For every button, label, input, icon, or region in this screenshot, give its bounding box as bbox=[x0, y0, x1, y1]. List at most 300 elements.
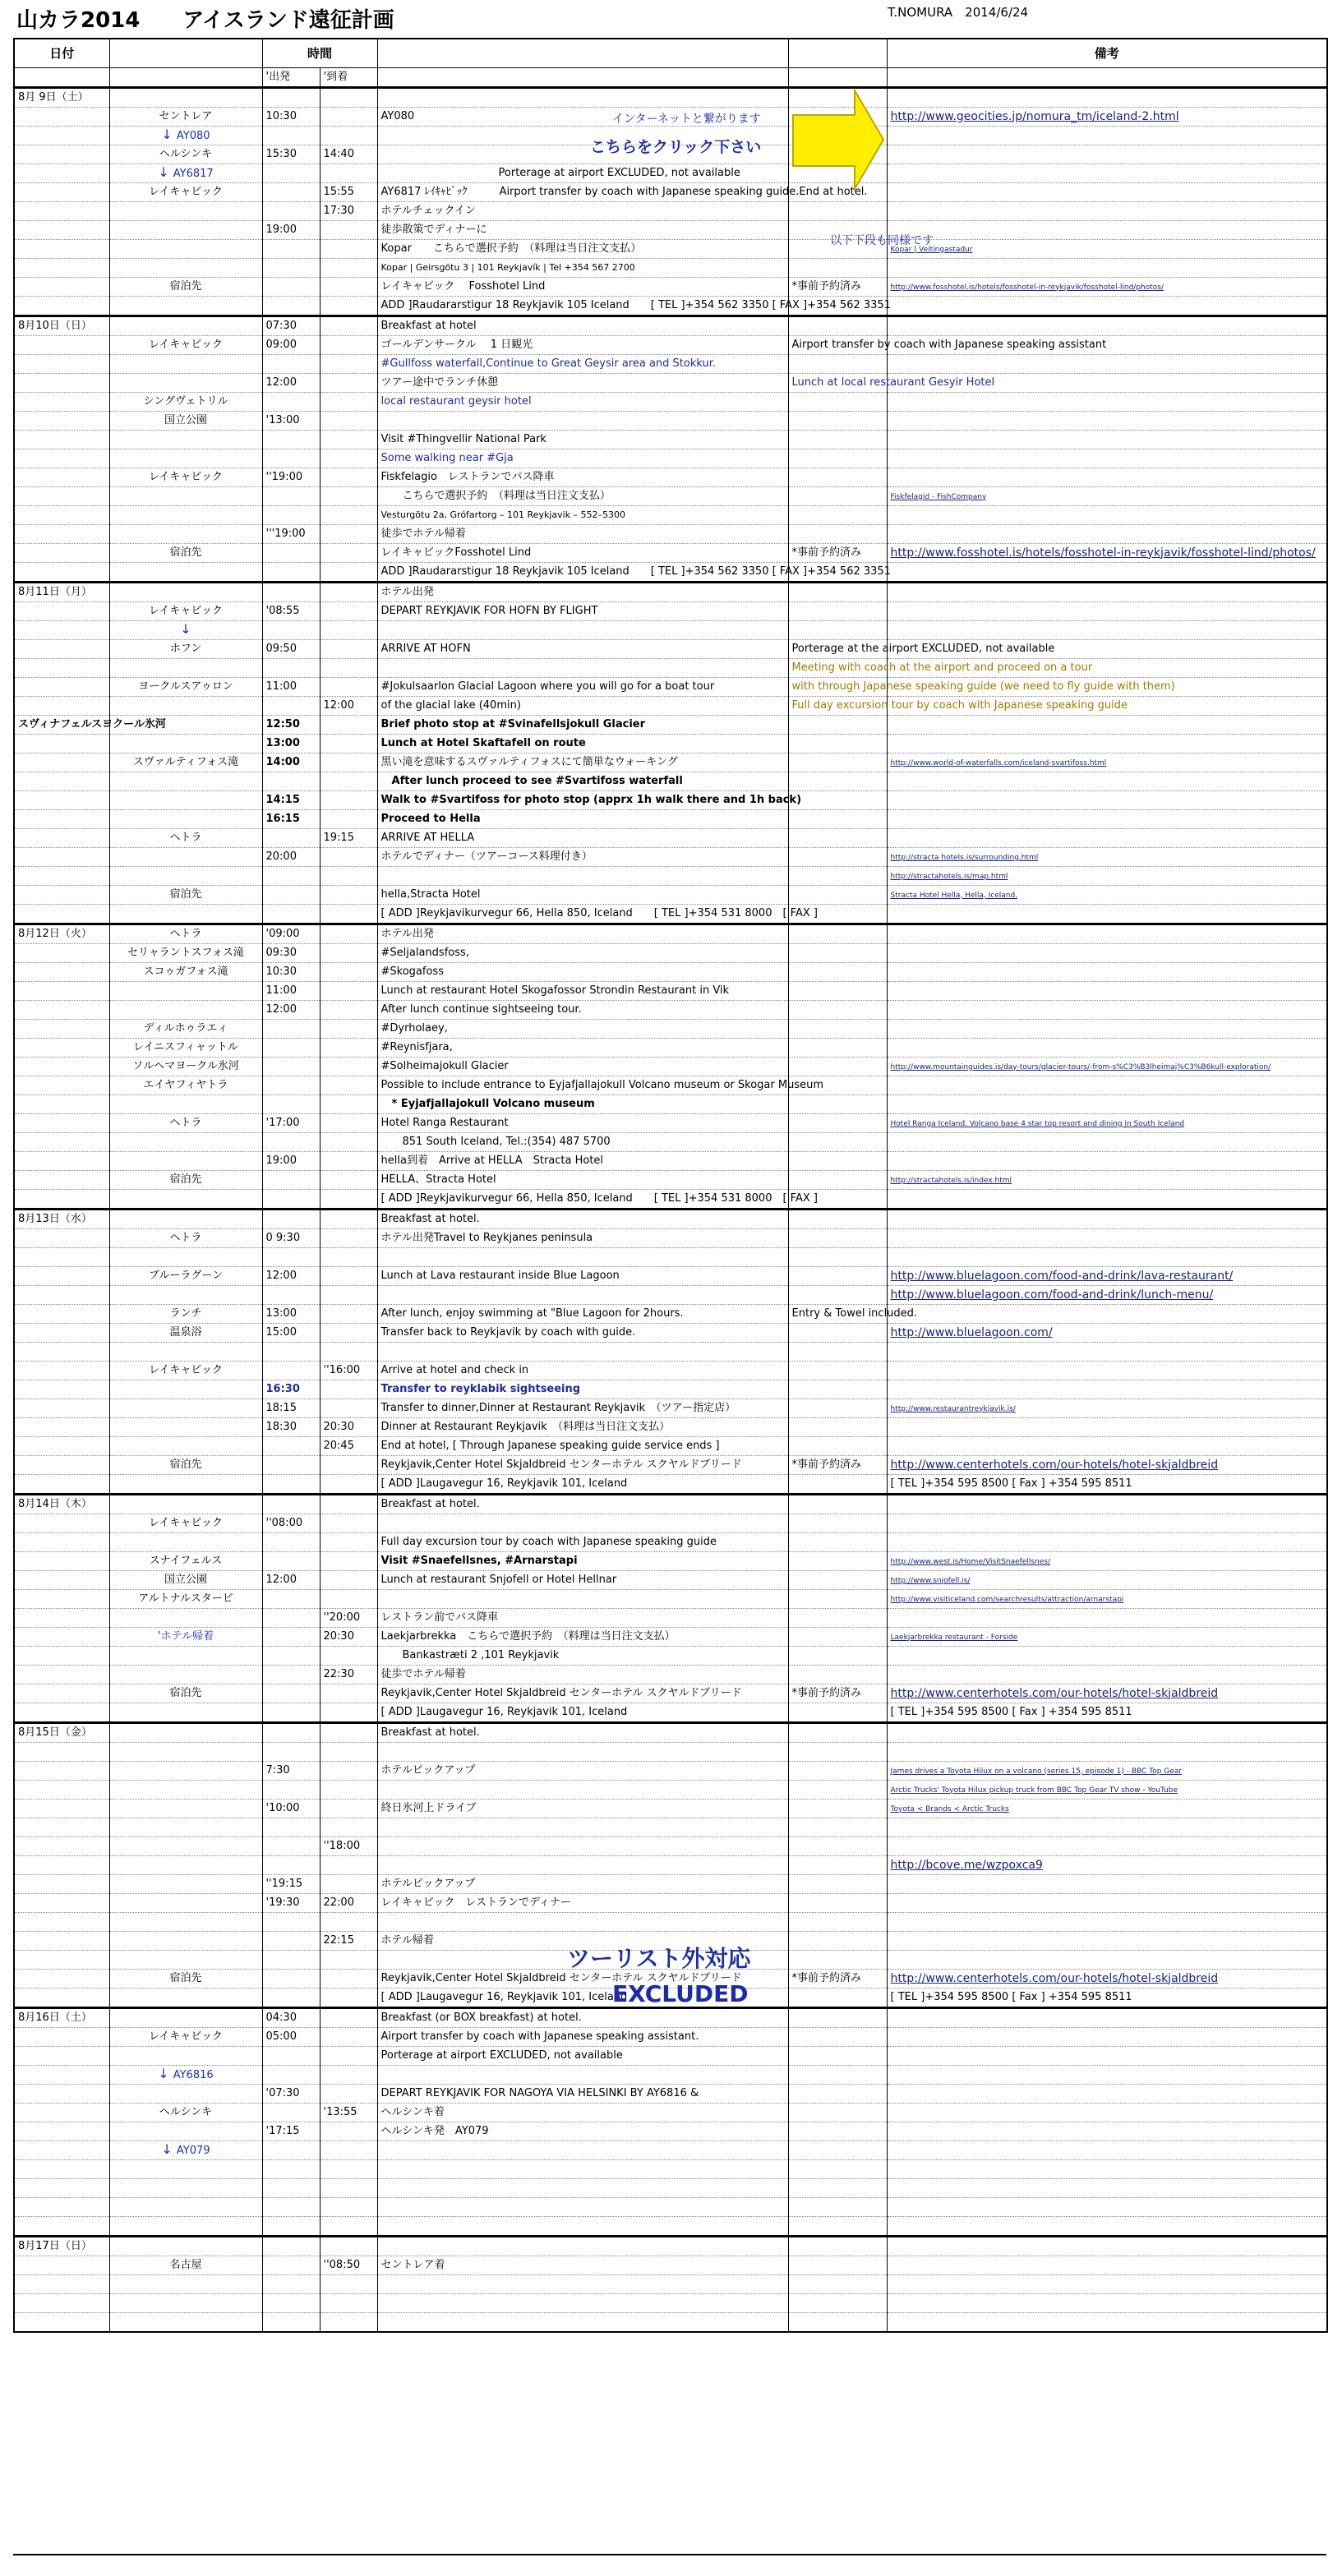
arrive-time-cell bbox=[320, 221, 377, 240]
notes-cell[interactable] bbox=[887, 1571, 1327, 1590]
notes-cell[interactable] bbox=[887, 1267, 1327, 1286]
date-cell bbox=[14, 1571, 109, 1590]
depart-time-cell bbox=[262, 1495, 320, 1514]
itinerary-row bbox=[14, 1305, 1327, 1324]
status-cell bbox=[788, 1647, 887, 1666]
depart-time-cell bbox=[262, 1001, 320, 1020]
place-cell bbox=[109, 1552, 262, 1571]
itinerary-row bbox=[14, 164, 1327, 183]
itinerary-row bbox=[14, 791, 1327, 810]
status-cell bbox=[788, 678, 1175, 697]
status-cell bbox=[788, 2313, 887, 2333]
status-cell bbox=[788, 202, 887, 221]
status-cell bbox=[788, 2179, 887, 2198]
itinerary-row bbox=[14, 1437, 1327, 1456]
arrive-time-text: 20:30 bbox=[323, 1630, 354, 1643]
activity-cell bbox=[377, 544, 788, 563]
same-below-note: 以下下段も同様です bbox=[830, 234, 934, 247]
status-cell bbox=[788, 2141, 887, 2160]
notes-cell bbox=[887, 1495, 1327, 1514]
place-text: スナイフェルス bbox=[149, 1555, 223, 1567]
activity-cell bbox=[377, 772, 788, 791]
activity-cell bbox=[377, 1343, 788, 1362]
column-date-header: 日付 bbox=[14, 39, 109, 68]
depart-time-cell bbox=[262, 259, 320, 278]
activity-cell bbox=[377, 1058, 788, 1076]
activity-cell bbox=[377, 1495, 788, 1514]
activity-text: ホテルピックアップ bbox=[380, 1878, 476, 1890]
notes-text[interactable]: Laekjarbrekka restaurant - Forside bbox=[890, 1633, 1018, 1642]
status-cell bbox=[788, 2066, 887, 2085]
activity-text: After lunch proceed to see #Svartifoss waterfall bbox=[380, 775, 683, 787]
notes-cell[interactable] bbox=[887, 1114, 1327, 1133]
activity-cell bbox=[377, 2141, 788, 2160]
date-cell bbox=[14, 240, 109, 259]
notes-text[interactable]: http://www.centerhotels.com/our-hotels/hotel-skjaldbreid bbox=[890, 1686, 1219, 1700]
depart-time-text: 12:50 bbox=[265, 718, 300, 730]
depart-time-cell bbox=[262, 1437, 320, 1456]
date-cell bbox=[14, 164, 109, 183]
depart-time-cell bbox=[262, 393, 320, 412]
arrive-time-cell bbox=[320, 563, 377, 583]
status-cell bbox=[788, 1743, 887, 1762]
depart-time-cell bbox=[262, 1552, 320, 1571]
notes-cell[interactable] bbox=[887, 1324, 1327, 1343]
activity-cell bbox=[377, 678, 788, 697]
arrive-time-text: 20:30 bbox=[323, 1421, 354, 1433]
arrive-time-cell bbox=[320, 431, 377, 449]
place-text: セントレア bbox=[159, 110, 213, 122]
notes-cell bbox=[887, 2313, 1327, 2333]
activity-cell bbox=[377, 848, 788, 867]
arrive-time-text: ''20:00 bbox=[323, 1611, 361, 1624]
status-text: Lunch at local restaurant Gesyir Hotel bbox=[791, 376, 995, 389]
activity-text: セントレア着 bbox=[380, 2259, 445, 2271]
arrive-time-cell bbox=[320, 1248, 377, 1267]
itinerary-row bbox=[14, 1743, 1327, 1762]
arrive-time-cell bbox=[320, 1076, 377, 1095]
notes-text[interactable]: Hotel Ranga Iceland. Volcano base 4 star top resort and dining in South Iceland bbox=[890, 1119, 1185, 1128]
itinerary-row bbox=[14, 697, 1327, 716]
status-cell bbox=[788, 1913, 887, 1932]
notes-cell[interactable] bbox=[887, 1058, 1327, 1076]
date-cell bbox=[14, 963, 109, 982]
activity-cell bbox=[377, 829, 788, 848]
notes-cell[interactable] bbox=[887, 487, 1327, 506]
arrive-time-cell bbox=[320, 183, 377, 202]
place-text: レイキャビック bbox=[149, 186, 223, 198]
activity-text: ホテル出発 bbox=[380, 586, 434, 598]
place-cell bbox=[109, 2047, 262, 2066]
place-cell bbox=[109, 431, 262, 449]
activity-cell bbox=[377, 924, 788, 944]
date-cell bbox=[14, 1324, 109, 1343]
arrive-time-cell bbox=[320, 1970, 377, 1988]
column-place-header bbox=[109, 39, 262, 68]
arrive-time-cell bbox=[320, 259, 377, 278]
place-text: 'ホテル帰着 bbox=[158, 1630, 214, 1643]
depart-time-cell bbox=[262, 2313, 320, 2333]
activity-text: #Jokulsaarlon Glacial Lagoon where you will go for a boat tour bbox=[380, 680, 715, 693]
arrive-time-cell bbox=[320, 1058, 377, 1076]
notes-cell bbox=[887, 1343, 1327, 1362]
itinerary-row bbox=[14, 355, 1327, 374]
notes-cell bbox=[887, 1647, 1327, 1666]
notes-cell[interactable] bbox=[887, 1781, 1327, 1800]
activity-text: Arrive at hotel and check in bbox=[380, 1364, 529, 1376]
date-cell bbox=[14, 355, 109, 374]
notes-cell[interactable] bbox=[887, 1856, 1327, 1875]
depart-time-cell bbox=[262, 1743, 320, 1762]
place-text: レイキャビック bbox=[149, 1364, 223, 1376]
notes-cell[interactable] bbox=[887, 1684, 1327, 1703]
notes-text[interactable]: http://www.centerhotels.com/our-hotels/hotel-skjaldbreid bbox=[890, 1971, 1219, 1985]
place-cell bbox=[109, 697, 262, 716]
notes-cell bbox=[887, 259, 1327, 278]
place-cell bbox=[109, 468, 262, 487]
notes-text[interactable]: http://bcove.me/wzpoxca9 bbox=[890, 1858, 1043, 1872]
notes-cell[interactable] bbox=[887, 753, 1327, 772]
activity-text: After lunch, enjoy swimming at "Blue Lagoon for 2hours. bbox=[380, 1307, 684, 1320]
notes-text[interactable]: Fiskfelagid - FishCompany bbox=[890, 492, 987, 501]
activity-cell bbox=[377, 468, 788, 487]
notes-text[interactable]: Arctic Trucks' Toyota Hilux pickup truck from BBC Top Gear TV show - YouTube bbox=[890, 1786, 1178, 1795]
activity-text: ヘルシンキ着 bbox=[380, 2106, 445, 2118]
status-cell bbox=[788, 1818, 887, 1837]
notes-text[interactable]: http://stracta hotels.is/surrounding.html bbox=[890, 853, 1039, 862]
notes-text[interactable]: http://www.geocities.jp/nomura_tm/iceland-2.html bbox=[890, 109, 1179, 123]
date-cell bbox=[14, 1970, 109, 1988]
notes-cell[interactable] bbox=[887, 1399, 1327, 1418]
itinerary-row bbox=[14, 1324, 1327, 1343]
itinerary-row bbox=[14, 1628, 1327, 1647]
status-cell bbox=[788, 1514, 887, 1533]
itinerary-row bbox=[14, 944, 1327, 963]
depart-time-cell bbox=[262, 127, 320, 145]
place-cell bbox=[109, 1856, 262, 1875]
arrive-time-text: 22:00 bbox=[323, 1896, 354, 1909]
depart-label: '出発 bbox=[262, 68, 320, 88]
activity-cell bbox=[377, 583, 788, 602]
arrive-time-cell bbox=[320, 1095, 377, 1114]
depart-time-text: 10:30 bbox=[265, 110, 297, 122]
place-cell bbox=[109, 963, 262, 982]
status-cell bbox=[788, 1248, 887, 1267]
depart-time-cell bbox=[262, 659, 320, 678]
activity-cell bbox=[377, 735, 788, 753]
arrive-time-cell bbox=[320, 393, 377, 412]
status-cell bbox=[788, 1703, 887, 1723]
depart-time-cell bbox=[262, 336, 320, 355]
place-cell bbox=[109, 145, 262, 164]
status-cell bbox=[788, 659, 1093, 678]
place-cell bbox=[109, 259, 262, 278]
depart-time-text: 19:00 bbox=[265, 223, 297, 236]
arrive-time-cell bbox=[320, 145, 377, 164]
depart-time-cell bbox=[262, 2217, 320, 2237]
notes-text[interactable]: http://www.fosshotel.is/hotels/fosshotel-in-reykjavik/fosshotel-lind/photos/ bbox=[890, 546, 1316, 560]
depart-time-cell bbox=[262, 2066, 320, 2085]
arrive-time-cell bbox=[320, 829, 377, 848]
itinerary-row bbox=[14, 1533, 1327, 1552]
status-cell bbox=[788, 2104, 887, 2122]
place-cell bbox=[109, 659, 262, 678]
notes-cell bbox=[887, 1229, 1327, 1248]
notes-cell[interactable] bbox=[887, 240, 1327, 259]
itinerary-row bbox=[14, 2104, 1327, 2122]
notes-text[interactable]: Toyota < Brands < Arctic Trucks bbox=[890, 1804, 1009, 1813]
notes-cell bbox=[887, 2237, 1327, 2256]
notes-cell[interactable] bbox=[887, 1286, 1327, 1305]
notes-cell[interactable] bbox=[887, 1456, 1327, 1475]
activity-text: レイキャビックFosshotel Lind bbox=[380, 546, 532, 559]
arrive-time-cell bbox=[320, 1152, 377, 1171]
notes-cell[interactable] bbox=[887, 1171, 1327, 1190]
notes-text[interactable]: http://www.fosshotel.is/hotels/fosshotel-in-reykjavik/fosshotel-lind/photos/ bbox=[890, 283, 1164, 292]
place-cell bbox=[109, 944, 262, 963]
itinerary-row bbox=[14, 1495, 1327, 1514]
depart-time-cell bbox=[262, 2085, 320, 2104]
place-cell bbox=[109, 1703, 262, 1723]
activity-cell bbox=[377, 753, 788, 772]
notes-text[interactable]: http://www.bluelagoon.com/food-and-drink/lunch-menu/ bbox=[890, 1288, 1214, 1302]
depart-time-cell bbox=[262, 88, 320, 108]
date-text: 8月16日（土） bbox=[18, 2011, 92, 2024]
depart-time-cell bbox=[262, 506, 320, 525]
notes-cell bbox=[887, 2217, 1327, 2237]
notes-cell[interactable] bbox=[887, 1970, 1327, 1988]
depart-time-cell bbox=[262, 1418, 320, 1437]
notes-cell bbox=[887, 1514, 1327, 1533]
date-cell bbox=[14, 202, 109, 221]
notes-text[interactable]: http://stractahotels.is/map.html bbox=[890, 872, 1008, 881]
status-cell bbox=[788, 1628, 887, 1647]
date-cell bbox=[14, 2028, 109, 2047]
activity-cell bbox=[377, 1552, 788, 1571]
date-cell bbox=[14, 697, 109, 716]
arrive-time-cell bbox=[320, 1932, 377, 1951]
notes-cell[interactable] bbox=[887, 544, 1327, 563]
depart-time-cell bbox=[262, 621, 320, 640]
itinerary-row bbox=[14, 240, 1327, 259]
notes-cell bbox=[887, 1248, 1327, 1267]
notes-cell bbox=[887, 2104, 1327, 2122]
date-cell bbox=[14, 1988, 109, 2008]
depart-time-text: ''08:00 bbox=[265, 1517, 303, 1529]
place-cell bbox=[109, 1362, 262, 1380]
activity-cell bbox=[377, 316, 788, 336]
notes-cell bbox=[887, 164, 1327, 183]
arrive-time-cell bbox=[320, 1913, 377, 1932]
notes-cell[interactable] bbox=[887, 848, 1327, 867]
activity-text: #Dyrholaey, bbox=[380, 1022, 448, 1035]
place-text: 宿泊先 bbox=[169, 1972, 202, 1984]
depart-time-cell bbox=[262, 886, 320, 905]
place-cell bbox=[109, 240, 262, 259]
place-cell bbox=[109, 1781, 262, 1800]
date-cell bbox=[14, 1951, 109, 1970]
notes-text[interactable]: James drives a Toyota Hilux on a volcano (series 15, episode 1) - BBC Top Gear bbox=[890, 1767, 1183, 1776]
place-cell bbox=[109, 1628, 262, 1647]
depart-time-text: 18:30 bbox=[265, 1421, 297, 1433]
place-cell bbox=[109, 2198, 262, 2217]
itinerary-row bbox=[14, 1343, 1327, 1362]
notes-text[interactable]: http://www.west.is/Home/VisitSnaefellsnes/ bbox=[890, 1557, 1051, 1566]
date-cell bbox=[14, 753, 109, 772]
place-cell bbox=[109, 278, 262, 297]
notes-cell bbox=[887, 2198, 1327, 2217]
arrive-time-text: 15:55 bbox=[323, 186, 354, 198]
column-spacer-header bbox=[788, 39, 887, 68]
date-cell bbox=[14, 1267, 109, 1286]
depart-time-cell bbox=[262, 640, 320, 659]
date-cell bbox=[14, 1456, 109, 1475]
status-cell bbox=[788, 1932, 887, 1951]
date-cell bbox=[14, 297, 109, 316]
depart-time-cell bbox=[262, 791, 320, 810]
arrive-time-cell bbox=[320, 1210, 377, 1229]
date-cell bbox=[14, 678, 109, 697]
status-text: *事前予約済み bbox=[791, 1972, 862, 1984]
activity-text: Breakfast at hotel bbox=[380, 320, 477, 332]
arrive-time-cell bbox=[320, 278, 377, 297]
arrive-time-cell bbox=[320, 1001, 377, 1020]
activity-cell bbox=[377, 1800, 788, 1818]
depart-time-cell bbox=[262, 1932, 320, 1951]
arrive-time-cell bbox=[320, 659, 377, 678]
place-cell bbox=[109, 867, 262, 886]
notes-cell[interactable] bbox=[887, 1552, 1327, 1571]
notes-cell bbox=[887, 127, 1327, 145]
place-text: レイキャビック bbox=[149, 1517, 223, 1529]
place-cell bbox=[109, 1305, 262, 1324]
date-cell bbox=[14, 336, 109, 355]
depart-time-text: 12:00 bbox=[265, 1270, 297, 1282]
place-text: スコゥガフォス滝 bbox=[143, 965, 228, 978]
activity-cell bbox=[377, 1076, 823, 1095]
status-cell bbox=[788, 1800, 887, 1818]
activity-cell bbox=[377, 905, 818, 924]
notes-cell bbox=[887, 1076, 1327, 1095]
arrive-time-cell bbox=[320, 1133, 377, 1152]
itinerary-row bbox=[14, 678, 1327, 697]
notes-cell bbox=[887, 2179, 1327, 2198]
notes-cell bbox=[887, 1380, 1327, 1399]
place-text: ヨークルスアゥロン bbox=[138, 680, 233, 693]
notes-text[interactable]: http://www.bluelagoon.com/food-and-drink/lava-restaurant/ bbox=[890, 1269, 1234, 1283]
itinerary-row bbox=[14, 753, 1327, 772]
yellow-arrow-icon[interactable] bbox=[793, 90, 885, 189]
place-cell bbox=[109, 1324, 262, 1343]
depart-time-cell bbox=[262, 1399, 320, 1418]
arrive-time-cell bbox=[320, 1800, 377, 1818]
notes-text[interactable]: http://www.world-of-waterfalls.com/iceland-svartifoss.html bbox=[890, 758, 1107, 767]
status-cell bbox=[788, 1133, 887, 1152]
notes-cell[interactable] bbox=[887, 1628, 1327, 1647]
status-cell bbox=[788, 1837, 887, 1856]
place-text: ソルヘマヨークル氷河 bbox=[132, 1060, 239, 1072]
notes-text[interactable]: http://www.bluelagoon.com/ bbox=[890, 1325, 1053, 1339]
notes-cell bbox=[887, 716, 1327, 735]
notes-cell[interactable] bbox=[887, 108, 1327, 127]
date-cell bbox=[14, 2275, 109, 2294]
notes-text[interactable]: http://www.snjofell.is/ bbox=[890, 1576, 971, 1585]
place-cell bbox=[109, 2141, 262, 2160]
depart-time-cell bbox=[262, 1362, 320, 1380]
place-text: スヴァルティフォス滝 bbox=[132, 756, 239, 768]
date-cell bbox=[14, 1647, 109, 1666]
depart-time-cell bbox=[262, 1210, 320, 1229]
notes-cell bbox=[887, 88, 1327, 108]
depart-time-text: ''19:15 bbox=[265, 1878, 303, 1890]
activity-cell bbox=[377, 1894, 788, 1913]
notes-cell[interactable] bbox=[887, 1800, 1327, 1818]
notes-text[interactable]: Kopar | Veitingastadur bbox=[890, 245, 973, 254]
notes-text[interactable]: http://www.restaurantreykjavik.is/ bbox=[890, 1404, 1016, 1413]
notes-cell[interactable] bbox=[887, 1590, 1327, 1609]
arrive-time-cell bbox=[320, 1703, 377, 1723]
status-cell bbox=[788, 2122, 887, 2141]
itinerary-row bbox=[14, 1590, 1327, 1609]
depart-time-cell bbox=[262, 2028, 320, 2047]
status-cell bbox=[788, 1058, 887, 1076]
activity-text: ホテルピックアップ bbox=[380, 1764, 476, 1776]
notes-text[interactable]: http://www.mountainguides.is/day-tours/glacier-tours/-from-s%C3%B3lheimaj%C3%B6kull-exploration/ bbox=[890, 1062, 1271, 1071]
date-cell bbox=[14, 2217, 109, 2237]
notes-text[interactable]: Stracta Hotel Hella, Hella, Iceland. bbox=[890, 891, 1018, 900]
notes-cell[interactable] bbox=[887, 867, 1327, 886]
date-cell bbox=[14, 602, 109, 621]
status-cell bbox=[788, 431, 887, 449]
place-cell bbox=[109, 1743, 262, 1762]
notes-cell[interactable] bbox=[887, 1762, 1327, 1781]
itinerary-row bbox=[14, 468, 1327, 487]
date-cell bbox=[14, 772, 109, 791]
status-cell bbox=[788, 1970, 887, 1988]
itinerary-row bbox=[14, 640, 1327, 659]
activity-text: Kopar こちらで選択予約 （料理は当日注文支払） bbox=[380, 242, 642, 255]
notes-text[interactable]: http://stractahotels.is/index.html bbox=[890, 1176, 1012, 1185]
date-cell bbox=[14, 1703, 109, 1723]
arrive-time-text: 17:30 bbox=[323, 205, 354, 217]
depart-time-text: ''19:00 bbox=[265, 471, 303, 483]
status-cell bbox=[788, 2275, 887, 2294]
depart-time-cell bbox=[262, 2256, 320, 2275]
activity-text: #Skogafoss bbox=[380, 965, 444, 978]
place-text: レイニスフィャットル bbox=[133, 1041, 238, 1053]
depart-time-cell bbox=[262, 772, 320, 791]
depart-time-cell bbox=[262, 716, 320, 735]
notes-text[interactable]: http://www.centerhotels.com/our-hotels/hotel-skjaldbreid bbox=[890, 1458, 1219, 1472]
status-cell bbox=[788, 449, 887, 468]
place-cell bbox=[109, 1267, 262, 1286]
status-cell bbox=[788, 1533, 887, 1552]
arrive-time-cell bbox=[320, 316, 377, 336]
itinerary-row bbox=[14, 1095, 1327, 1114]
notes-cell[interactable] bbox=[887, 278, 1327, 297]
depart-time-cell bbox=[262, 183, 320, 202]
activity-cell bbox=[377, 886, 788, 905]
arrive-time-text: ''08:50 bbox=[323, 2259, 361, 2271]
itinerary-row bbox=[14, 2275, 1327, 2294]
depart-time-text: 16:15 bbox=[265, 813, 300, 825]
click-here-note[interactable]: こちらをクリック下さい bbox=[590, 138, 762, 156]
date-cell bbox=[14, 1800, 109, 1818]
date-cell bbox=[14, 583, 109, 602]
notes-cell[interactable] bbox=[887, 886, 1327, 905]
depart-time-cell bbox=[262, 1913, 320, 1932]
notes-text[interactable]: http://www.visiticeland.com/searchresults/attraction/arnarstapi bbox=[890, 1595, 1124, 1604]
